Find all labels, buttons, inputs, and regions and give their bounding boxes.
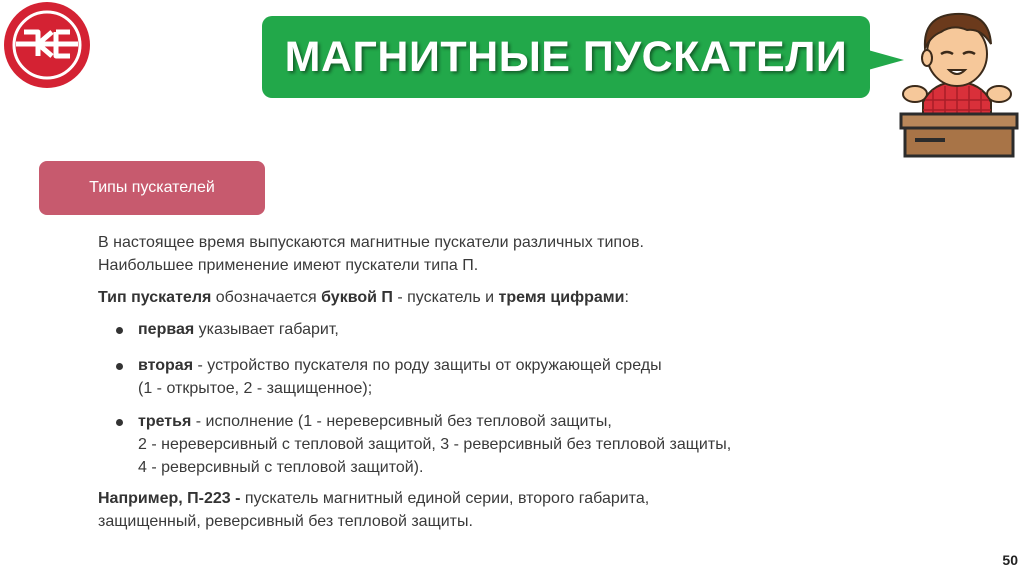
bullet-icon	[116, 327, 123, 334]
type-bold-2: буквой П	[321, 289, 393, 306]
intro-line-1: В настоящее время выпускаются магнитные пускатели различных типов.	[98, 234, 644, 251]
bullet-icon	[116, 363, 123, 370]
type-bold-3: тремя цифрами	[498, 289, 625, 306]
example-paragraph	[98, 487, 978, 533]
item3-text-3: 4 - реверсивный с тепловой защитой).	[138, 459, 424, 476]
rzd-logo-icon	[2, 0, 92, 90]
example-bold: Например, П-223 -	[98, 490, 241, 507]
bullet-icon	[116, 419, 123, 426]
list-item	[98, 354, 978, 400]
page-number: 50	[1002, 552, 1018, 568]
section-label: Типы пускателей	[39, 161, 265, 215]
type-text-2: - пускатель и	[392, 289, 499, 306]
item1-text: указывает габарит,	[194, 321, 339, 338]
item3-text-1: - исполнение (1 - нереверсивный без тепловой защиты,	[191, 413, 612, 430]
digits-list	[98, 318, 978, 479]
type-bold-1: Тип пускателя	[98, 289, 212, 306]
example-text-1: пускатель магнитный единой серии, второго габарита,	[240, 490, 650, 507]
type-paragraph	[98, 286, 978, 309]
item2-bold: вторая	[138, 357, 194, 374]
item1-bold: первая	[138, 321, 195, 338]
title-banner	[262, 16, 870, 98]
intro-line-2: Наибольшее применение имеют пускатели типа П.	[98, 257, 479, 274]
page-title: МАГНИТНЫЕ ПУСКАТЕЛИ	[284, 32, 848, 81]
type-text-3: :	[624, 289, 629, 306]
intro-paragraph	[98, 231, 978, 277]
list-item	[98, 410, 978, 479]
teacher-mascot-icon	[893, 2, 1023, 158]
item3-text-2: 2 - нереверсивный с тепловой защитой, 3 - реверсивный без тепловой защиты,	[138, 436, 732, 453]
content-body	[98, 231, 978, 533]
item3-bold: третья	[138, 413, 192, 430]
type-text-1: обозначается	[211, 289, 322, 306]
item2-text-1: - устройство пускателя по роду защиты от окружающей среды	[193, 357, 662, 374]
example-text-2: защищенный, реверсивный без тепловой защиты.	[98, 513, 473, 530]
item2-text-2: (1 - открытое, 2 - защищенное);	[138, 380, 373, 397]
list-item	[98, 318, 978, 341]
